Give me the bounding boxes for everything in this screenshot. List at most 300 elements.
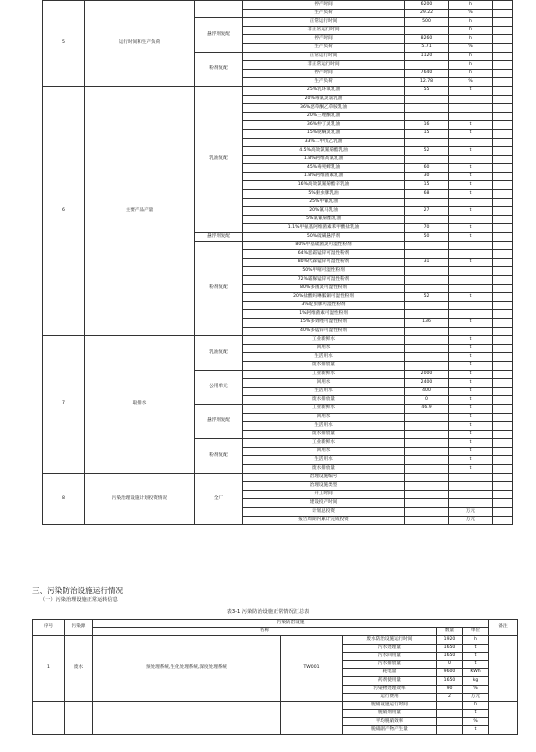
table-cell: 1120	[405, 52, 449, 61]
table-cell: 污水回用量	[343, 652, 437, 660]
table-cell	[493, 164, 513, 173]
table-cell: 取排水	[85, 336, 195, 474]
table-cell: t	[449, 370, 493, 379]
table-cell	[489, 701, 518, 734]
table-cell	[449, 490, 493, 499]
table-cell	[405, 465, 449, 474]
table-cell: 15	[405, 181, 449, 190]
table-title: 表3-1 污染防治设施正常情况汇总表	[226, 609, 310, 615]
table-cell	[405, 422, 449, 431]
header-source: 污染源	[65, 620, 93, 636]
table-cell: t	[449, 422, 493, 431]
table-cell: 500	[405, 18, 449, 27]
table-cell: 废水排放量	[243, 361, 405, 370]
header-unit: 单位	[463, 628, 489, 636]
table-cell: 废水	[65, 636, 93, 702]
table-row	[43, 336, 513, 345]
table-cell	[449, 241, 493, 250]
table-cell: t	[449, 129, 493, 138]
table-cell: 60	[405, 164, 449, 173]
table-cell: 非正常运行时间	[243, 61, 405, 70]
table-cell: 1650	[437, 644, 463, 652]
table-cell: 回用水	[243, 379, 405, 388]
table-cell	[493, 241, 513, 250]
table-cell	[493, 456, 513, 465]
table-cell: 1	[33, 636, 65, 702]
table-cell: 3%啶虫脒可湿性粉剂	[243, 301, 405, 310]
table-cell: t	[449, 181, 493, 190]
table-cell	[493, 387, 513, 396]
table-cell: 预处理系统,生化处理系统,深度处理系统	[93, 636, 281, 702]
table-cell	[93, 701, 281, 734]
table-cell: 建设投产时间	[243, 499, 405, 508]
table-cell: 80%代森锰锌可湿性粉剂	[243, 258, 405, 267]
table-cell: t	[449, 164, 493, 173]
table-cell: 污染治理设施计划投资情况	[85, 473, 195, 525]
table-cell	[493, 396, 513, 405]
table-cell: 20%三唑酮乳油	[243, 112, 405, 121]
table-cell	[449, 198, 493, 207]
table-cell: %	[463, 718, 489, 726]
table-cell: 31	[405, 258, 449, 267]
table-cell	[493, 198, 513, 207]
table-cell	[405, 215, 449, 224]
table-cell: 公用单元	[195, 370, 243, 404]
table-cell: 乳油复配	[195, 86, 243, 232]
table-cell: t	[449, 465, 493, 474]
table-cell: 25%乳环氧乳油	[243, 86, 405, 95]
table-cell: 7	[43, 336, 85, 474]
table-cell	[493, 473, 513, 482]
table-cell	[405, 267, 449, 276]
table-cell: h	[449, 35, 493, 44]
table-cell	[493, 61, 513, 70]
table-cell: t	[449, 207, 493, 216]
table-cell: 悬浮剂复配	[195, 18, 243, 52]
table-cell: 停产时间	[243, 1, 405, 10]
table-row	[43, 86, 513, 95]
table-cell	[493, 413, 513, 422]
table-cell: 6200	[405, 1, 449, 10]
header-facility: 污染防治设施	[93, 620, 489, 628]
table-cell: 16%高效氯氰菊酯辛乳油	[243, 181, 405, 190]
table-cell: 耗电量	[343, 669, 437, 677]
section-heading: 三、污染防治设施运行情况	[32, 586, 124, 595]
table-cell: 80%甲基硫菌灵可湿性粉剂	[243, 241, 405, 250]
table-cell	[405, 138, 449, 147]
table-cell	[195, 1, 243, 18]
table-cell	[493, 1, 513, 10]
table-cell: 20%盐酸吗啉胍铜可湿性粉剂	[243, 293, 405, 302]
table-cell: 报告周期内累计完成投资	[243, 516, 405, 525]
table-cell	[493, 516, 513, 525]
table-cell: 生活用水	[243, 353, 405, 362]
table-cell	[493, 250, 513, 259]
table-cell	[493, 336, 513, 345]
table-cell: 50%硫磺悬浮剂	[243, 233, 405, 242]
table-cell	[493, 258, 513, 267]
table-cell	[449, 215, 493, 224]
table-cell: t	[449, 233, 493, 242]
table-cell	[405, 516, 449, 525]
table-cell	[405, 508, 449, 517]
table-cell	[405, 284, 449, 293]
table-cell: t	[449, 430, 493, 439]
table-cell	[405, 447, 449, 456]
table-cell	[493, 310, 513, 319]
table-cell: 工业新鲜水	[243, 370, 405, 379]
table-cell: 生活用水	[243, 422, 405, 431]
table-cell: 5	[43, 1, 85, 87]
table-cell	[449, 95, 493, 104]
table-cell: 136	[405, 318, 449, 327]
table-cell: t	[463, 710, 489, 718]
table-cell	[405, 61, 449, 70]
table-cell: 1.8%阿维高氯乳油	[243, 155, 405, 164]
table-cell: 停产时间	[243, 69, 405, 78]
table-cell: 1920	[437, 636, 463, 644]
table-cell: 脱硝剂用量	[343, 710, 437, 718]
table-cell: t	[449, 190, 493, 199]
table-cell: 9600	[437, 669, 463, 677]
table-cell	[449, 482, 493, 491]
header-seq: 序号	[33, 620, 65, 636]
table-cell	[405, 499, 449, 508]
table-cell	[493, 370, 513, 379]
table-cell: 36%仲丁灵乳油	[243, 121, 405, 130]
table-cell	[405, 112, 449, 121]
table-cell: t	[449, 396, 493, 405]
table-cell: 4.5%高效氯氰菊酯乳油	[243, 147, 405, 156]
table-cell: 生产负荷	[243, 43, 405, 52]
table-cell	[493, 18, 513, 27]
table-cell	[405, 490, 449, 499]
table-cell: 回用水	[243, 413, 405, 422]
table-cell: TW001	[281, 636, 343, 702]
table-cell: 50	[405, 233, 449, 242]
table-cell: 工业新鲜水	[243, 439, 405, 448]
table-cell	[493, 190, 513, 199]
table-cell	[493, 361, 513, 370]
table-cell: h	[463, 636, 489, 644]
table-cell: 5.71	[405, 43, 449, 52]
table-cell: t	[449, 293, 493, 302]
table-cell: 生产负荷	[243, 9, 405, 18]
table-cell	[449, 310, 493, 319]
table-cell: 2400	[405, 379, 449, 388]
table-cell: 计划总投资	[243, 508, 405, 517]
table-cell: 5%氯氰菊酯乳油	[243, 215, 405, 224]
table-cell	[405, 198, 449, 207]
table-cell	[405, 276, 449, 285]
table-cell	[493, 439, 513, 448]
table-cell: 8	[43, 473, 85, 525]
table-cell	[449, 301, 493, 310]
table-cell	[449, 112, 493, 121]
table-cell	[437, 726, 463, 734]
table-cell: t	[463, 652, 489, 660]
table-cell: h	[449, 61, 493, 70]
section-subheading: （一）污染治理设施正常运转信息	[40, 597, 118, 603]
table-cell: t	[463, 726, 489, 734]
table-cell: 72%霜脲锰锌可湿性粉剂	[243, 276, 405, 285]
table-cell	[437, 701, 463, 709]
table-cell	[449, 138, 493, 147]
table-cell: 生活用水	[243, 456, 405, 465]
table-cell	[405, 241, 449, 250]
table-cell	[493, 215, 513, 224]
table-cell: 36%恶草酮乙草胺乳油	[243, 104, 405, 113]
table-cell: 33%二甲戊乙乳油	[243, 138, 405, 147]
table-cell: 生活用水	[243, 387, 405, 396]
table-cell: h	[449, 18, 493, 27]
table-cell	[493, 35, 513, 44]
table-cell: 1.8%阿维菌素乳油	[243, 172, 405, 181]
table-cell: 粉剂复配	[195, 439, 243, 473]
header-name: 名称	[93, 628, 437, 636]
table-cell: 50%甲嘧可湿性粉剂	[243, 267, 405, 276]
table-cell: h	[449, 52, 493, 61]
table-cell: 6	[43, 86, 85, 335]
table-cell: 万元	[449, 508, 493, 517]
table-cell: 1%阿维菌素可湿性粉剂	[243, 310, 405, 319]
table-cell: t	[449, 258, 493, 267]
table-cell: 45%毒死蜱乳油	[243, 164, 405, 173]
table-cell	[405, 336, 449, 345]
table-cell: 0	[405, 396, 449, 405]
table-cell	[493, 353, 513, 362]
table-cell	[493, 344, 513, 353]
table-cell: h	[463, 701, 489, 709]
table-cell: 运行时间和生产负荷	[85, 1, 195, 87]
table-cell: 主要产品产量	[85, 86, 195, 335]
table-row	[43, 1, 513, 10]
table-cell: 平均脱硝效率	[343, 718, 437, 726]
table-cell	[449, 499, 493, 508]
table-cell	[493, 112, 513, 121]
table-cell	[493, 293, 513, 302]
table-cell	[493, 301, 513, 310]
table-row	[33, 636, 518, 644]
table-cell: kg	[463, 677, 489, 685]
pollution-facility-table	[32, 619, 518, 735]
table-cell: 工业新鲜水	[243, 336, 405, 345]
table-cell	[493, 129, 513, 138]
table-cell	[493, 490, 513, 499]
table-cell: 5%驱虫脒乳油	[243, 190, 405, 199]
table-cell: 20%氰马乳油	[243, 207, 405, 216]
table-cell: t	[449, 379, 493, 388]
table-cell	[493, 318, 513, 327]
table-cell: 开工时间	[243, 490, 405, 499]
table-cell: 治理设施类型	[243, 482, 405, 491]
table-cell: 工业新鲜水	[243, 404, 405, 413]
table-cell	[449, 267, 493, 276]
table-cell	[65, 701, 93, 734]
table-cell: t	[449, 172, 493, 181]
table-cell: t	[449, 353, 493, 362]
table-cell	[405, 361, 449, 370]
header-remark: 备注	[489, 620, 518, 636]
table-cell: h	[449, 1, 493, 10]
table-cell: 29.22	[405, 9, 449, 18]
table-cell: 46.9	[405, 404, 449, 413]
table-cell	[405, 327, 449, 336]
table-cell	[449, 155, 493, 164]
table-cell: 400	[405, 387, 449, 396]
table-cell: 1.1%甲氨基阿维菌素苯甲酸盐乳油	[243, 224, 405, 233]
table-header-row	[33, 620, 518, 628]
table-cell: h	[449, 26, 493, 35]
table-row	[43, 473, 513, 482]
table-cell: t	[463, 660, 489, 668]
table-cell	[493, 224, 513, 233]
table-cell: 全厂	[195, 473, 243, 525]
table-cell: 非正常运行时间	[243, 26, 405, 35]
table-cell	[493, 284, 513, 293]
table-cell	[493, 276, 513, 285]
table-cell	[493, 69, 513, 78]
table-cell: 回用水	[243, 447, 405, 456]
table-cell: t	[449, 413, 493, 422]
table-cell	[405, 104, 449, 113]
table-cell	[405, 95, 449, 104]
table-cell	[493, 447, 513, 456]
table-cell	[33, 701, 65, 734]
table-cell: 废水排放量	[243, 465, 405, 474]
table-cell	[489, 636, 518, 702]
table-cell	[493, 499, 513, 508]
table-cell	[437, 718, 463, 726]
table-cell: t	[449, 224, 493, 233]
table-cell: 2	[437, 693, 463, 701]
table-cell: 0	[437, 660, 463, 668]
table-cell	[493, 26, 513, 35]
table-cell	[493, 379, 513, 388]
table-cell	[493, 172, 513, 181]
table-cell	[437, 710, 463, 718]
table-cell	[405, 310, 449, 319]
table-cell	[405, 26, 449, 35]
table-cell	[449, 284, 493, 293]
table-cell: t	[449, 121, 493, 130]
table-cell: 万元	[449, 516, 493, 525]
table-cell	[493, 422, 513, 431]
table-cell: h	[449, 69, 493, 78]
table-cell: 2000	[405, 370, 449, 379]
table-cell	[405, 482, 449, 491]
table-cell	[493, 86, 513, 95]
table-cell: 15%多效唑可湿性粉剂	[243, 318, 405, 327]
table-cell: 乳油复配	[195, 336, 243, 370]
table-cell: 脱硝副产物产生量	[343, 726, 437, 734]
table-cell: 16	[405, 121, 449, 130]
table-cell	[493, 267, 513, 276]
table-cell	[493, 430, 513, 439]
table-cell: t	[449, 456, 493, 465]
table-header-row	[33, 628, 518, 636]
table-cell: 52	[405, 147, 449, 156]
table-cell: 悬浮剂复配	[195, 404, 243, 438]
table-cell: 20%毒氯灵氯乳油	[243, 95, 405, 104]
table-cell	[493, 43, 513, 52]
table-cell	[449, 327, 493, 336]
table-cell	[405, 439, 449, 448]
table-cell: t	[449, 86, 493, 95]
table-cell: %	[449, 43, 493, 52]
table-cell	[493, 147, 513, 156]
table-cell: t	[449, 439, 493, 448]
table-cell	[405, 473, 449, 482]
table-cell: 12.78	[405, 78, 449, 87]
table-cell	[493, 327, 513, 336]
table-cell: 废水排放量	[243, 430, 405, 439]
table-cell: 治理设施编号	[243, 473, 405, 482]
table-cell: t	[449, 336, 493, 345]
table-cell	[449, 104, 493, 113]
table-cell: 废水排放量	[243, 396, 405, 405]
table-cell: 正常运行时间	[243, 52, 405, 61]
table-cell: 70	[405, 224, 449, 233]
table-cell: t	[449, 447, 493, 456]
table-cell	[405, 413, 449, 422]
table-cell: 1650	[437, 652, 463, 660]
table-cell: 粉剂复配	[195, 241, 243, 336]
table-cell	[493, 233, 513, 242]
table-cell	[449, 276, 493, 285]
table-cell	[493, 78, 513, 87]
table-cell	[405, 456, 449, 465]
table-cell	[493, 404, 513, 413]
table-cell: 生产负荷	[243, 78, 405, 87]
table-cell	[493, 465, 513, 474]
table-cell	[493, 482, 513, 491]
table-cell	[493, 181, 513, 190]
table-cell: KWh	[463, 669, 489, 677]
table-cell: 80%多菌灵可湿性粉剂	[243, 284, 405, 293]
table-cell: 运行费用	[343, 693, 437, 701]
table-cell: t	[449, 387, 493, 396]
table-cell	[493, 104, 513, 113]
table-cell: t	[449, 344, 493, 353]
table-cell: 64%恶霜锰锌可湿性粉剂	[243, 250, 405, 259]
table-cell: 回用水	[243, 344, 405, 353]
table-cell: 悬浮剂复配	[195, 233, 243, 242]
table-cell: 正常运行时间	[243, 18, 405, 27]
table-cell	[281, 701, 343, 734]
table-cell	[493, 508, 513, 517]
table-cell: t	[449, 147, 493, 156]
table-cell: 30	[405, 172, 449, 181]
production-info-table	[42, 0, 513, 525]
table-cell: 7640	[405, 69, 449, 78]
table-cell: t	[449, 318, 493, 327]
table-cell: t	[463, 644, 489, 652]
table-cell: 污染物处理效率	[343, 685, 437, 693]
table-cell	[405, 430, 449, 439]
table-cell: %	[449, 78, 493, 87]
table-cell: 万元	[463, 693, 489, 701]
table-cell: 27	[405, 207, 449, 216]
table-cell: %	[449, 9, 493, 18]
table-cell: 污水处理量	[343, 644, 437, 652]
table-cell: 25%甲氰乳油	[243, 198, 405, 207]
table-cell: 52	[405, 293, 449, 302]
table-cell	[493, 52, 513, 61]
table-cell	[493, 155, 513, 164]
table-cell: 废水防治设施运行时间	[343, 636, 437, 644]
table-cell: 污水排放量	[343, 660, 437, 668]
